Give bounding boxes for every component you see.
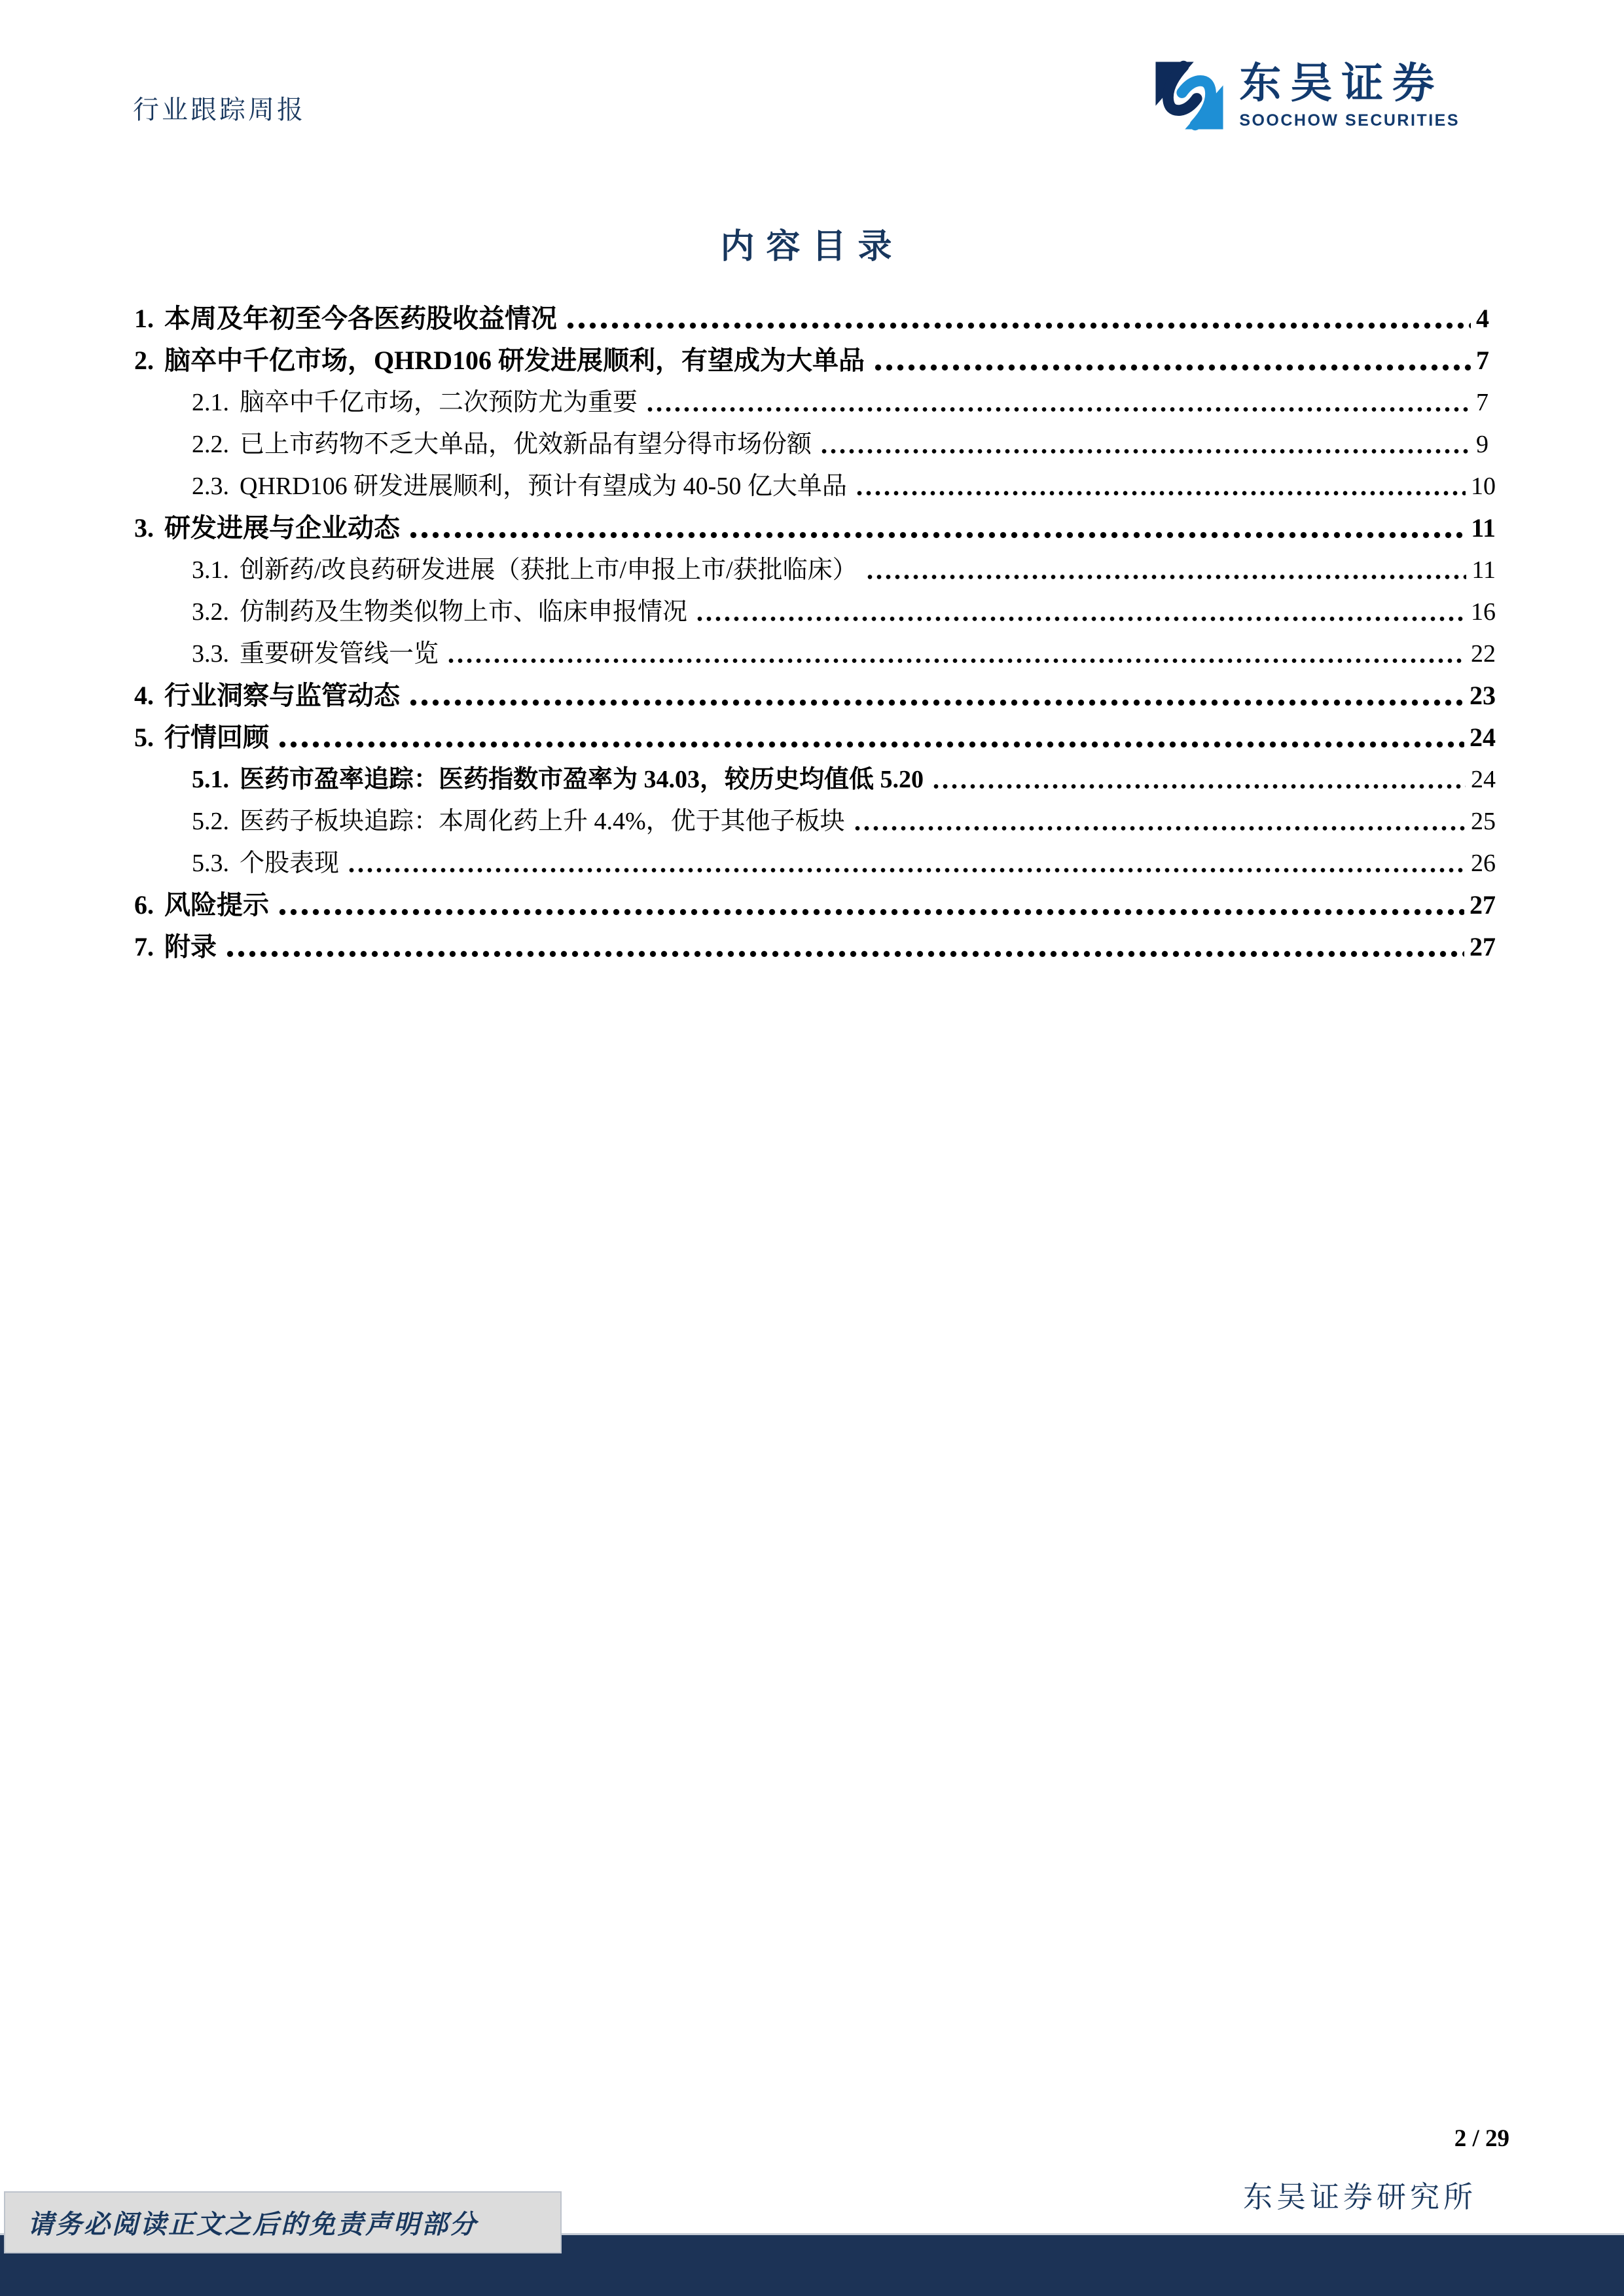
toc-entry[interactable] — [134, 670, 1496, 712]
toc-entry-page: 7 — [1476, 346, 1489, 375]
toc-dot-leader — [565, 321, 1471, 330]
toc-entry[interactable] — [134, 503, 1496, 545]
toc-dot-leader — [865, 573, 1467, 581]
toc-entry-title: 重要研发管线一览 — [240, 640, 439, 668]
toc-dot-leader — [873, 363, 1471, 372]
report-type-label: 行业跟踪周报 — [133, 95, 306, 124]
toc-dot-leader — [277, 740, 1464, 749]
toc-entry-number: 3.2. — [192, 598, 229, 626]
toc-entry-title: 已上市药物不乏大单品，优效新品有望分得市场份额 — [240, 431, 812, 458]
toc-entry[interactable] — [134, 880, 1496, 922]
toc-entry-page: 4 — [1476, 304, 1489, 333]
toc-dot-leader — [347, 867, 1466, 874]
toc-entry-title: 医药市盈率追踪：医药指数市盈率为 34.03，较历史均值低 5.20 — [240, 766, 924, 793]
toc-entry-title: 仿制药及生物类似物上市、临床申报情况 — [240, 598, 688, 626]
toc-entry-page: 23 — [1470, 681, 1496, 710]
toc-entry-page: 26 — [1471, 850, 1496, 877]
toc-entry-title: 行业洞察与监管动态 — [164, 681, 400, 710]
toc-entry-title: 研发进展与企业动态 — [164, 513, 400, 543]
toc-entry-number: 5.3. — [192, 850, 229, 877]
toc-entry-title: 附录 — [164, 932, 217, 961]
toc-entry-title: 个股表现 — [240, 850, 340, 877]
toc-entry[interactable] — [134, 754, 1496, 796]
toc-title: 内容目录 — [720, 228, 904, 266]
toc-entry[interactable] — [134, 293, 1496, 335]
toc-entry-number: 3.1. — [192, 556, 229, 584]
toc-entry[interactable] — [134, 628, 1496, 670]
toc-dot-leader — [446, 657, 1466, 664]
toc-entry[interactable] — [134, 419, 1496, 461]
disclaimer-box — [4, 2191, 562, 2253]
toc-entry-number: 5. — [134, 723, 154, 752]
toc-entry-number: 2.2. — [192, 431, 229, 458]
toc-dot-leader — [855, 490, 1466, 497]
toc-entry-title: 医药子板块追踪：本周化药上升 4.4%，优于其他子板块 — [240, 808, 845, 835]
toc-entry-page: 22 — [1471, 640, 1496, 668]
soochow-logo — [1150, 59, 1460, 132]
toc-list — [134, 293, 1496, 963]
toc-entry-page: 10 — [1471, 473, 1496, 500]
toc-entry-number: 3. — [134, 513, 154, 543]
toc-entry-page: 27 — [1470, 932, 1496, 961]
toc-entry-number: 2.3. — [192, 473, 229, 500]
toc-entry-title: QHRD106 研发进展顺利，预计有望成为 40-50 亿大单品 — [240, 473, 847, 500]
toc-entry-number: 7. — [134, 932, 154, 961]
toc-dot-leader — [277, 908, 1464, 916]
soochow-logo-icon — [1150, 59, 1229, 132]
toc-entry-page: 24 — [1470, 723, 1496, 752]
toc-dot-leader — [225, 950, 1464, 958]
toc-entry-page: 16 — [1471, 598, 1496, 626]
toc-entry-title: 脑卒中千亿市场，QHRD106 研发进展顺利，有望成为大单品 — [164, 346, 865, 375]
toc-entry[interactable] — [134, 461, 1496, 503]
toc-entry[interactable] — [134, 377, 1496, 419]
toc-entry-title: 行情回顾 — [164, 723, 269, 752]
toc-entry-title: 风险提示 — [164, 890, 269, 920]
toc-entry-page: 7 — [1476, 389, 1489, 416]
toc-entry-page: 24 — [1471, 766, 1496, 793]
toc-dot-leader — [408, 698, 1464, 707]
toc-dot-leader — [645, 406, 1471, 413]
toc-entry-page: 27 — [1470, 890, 1496, 920]
toc-entry[interactable] — [134, 922, 1496, 963]
toc-entry-number: 6. — [134, 890, 154, 920]
toc-entry-title: 创新药/改良药研发进展（获批上市/申报上市/获批临床） — [240, 556, 857, 584]
research-institute-label: 东吴证券研究所 — [1242, 2181, 1477, 2214]
disclaimer-text: 请务必阅读正文之后的免责声明部分 — [27, 2210, 478, 2239]
toc-entry[interactable] — [134, 335, 1496, 377]
logo-brand-en: SOOCHOW SECURITIES — [1239, 111, 1460, 130]
toc-entry-number: 5.1. — [192, 766, 229, 793]
toc-entry-number: 5.2. — [192, 808, 229, 835]
logo-brand-cn: 东吴证券 — [1239, 60, 1444, 107]
toc-entry-title: 本周及年初至今各医药股收益情况 — [164, 304, 557, 333]
toc-dot-leader — [820, 448, 1471, 455]
toc-entry-number: 3.3. — [192, 640, 229, 668]
toc-dot-leader — [695, 615, 1466, 622]
toc-entry-page: 11 — [1471, 556, 1496, 584]
toc-entry[interactable] — [134, 586, 1496, 628]
toc-entry-title: 脑卒中千亿市场，二次预防尤为重要 — [240, 389, 638, 416]
toc-entry-number: 2. — [134, 346, 154, 375]
toc-entry[interactable] — [134, 545, 1496, 586]
toc-entry-number: 4. — [134, 681, 154, 710]
toc-entry[interactable] — [134, 712, 1496, 754]
toc-dot-leader — [931, 783, 1466, 790]
toc-entry[interactable] — [134, 838, 1496, 880]
toc-entry-page: 9 — [1476, 431, 1489, 458]
logo-text — [1239, 59, 1460, 130]
toc-entry-page: 25 — [1471, 808, 1496, 835]
page-indicator: 2 / 29 — [1454, 2125, 1509, 2152]
toc-entry[interactable] — [134, 796, 1496, 838]
toc-dot-leader — [853, 825, 1466, 832]
toc-dot-leader — [408, 531, 1466, 539]
toc-entry-page: 11 — [1471, 513, 1496, 543]
toc-entry-number: 2.1. — [192, 389, 229, 416]
toc-entry-number: 1. — [134, 304, 154, 333]
